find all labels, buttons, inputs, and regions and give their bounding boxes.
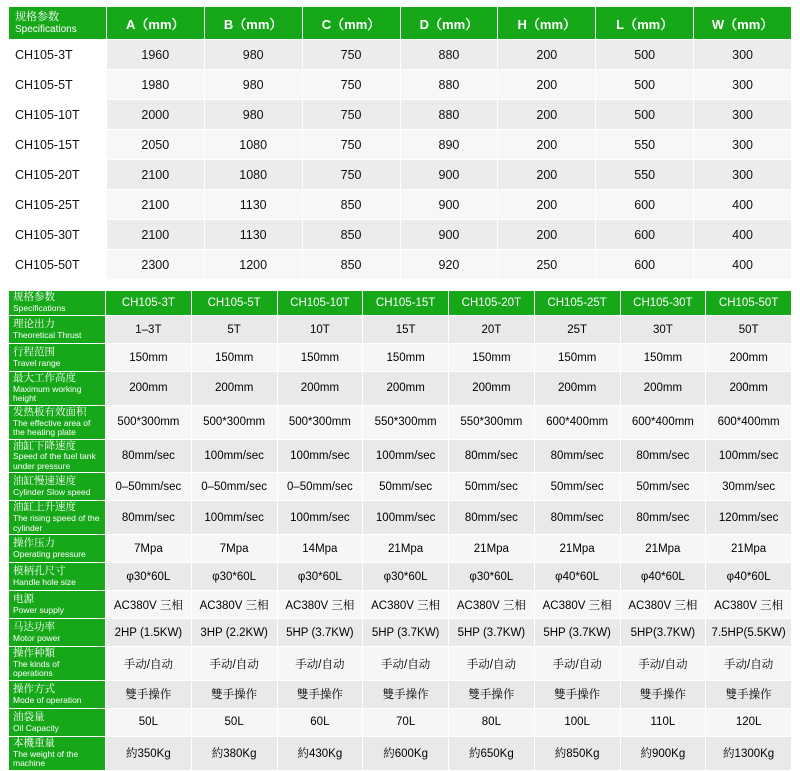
cell-b: 1130 [204,220,302,250]
spec-value: AC380V 三相 [191,591,277,619]
cell-b: 1080 [204,130,302,160]
spec-value: 550*300mm [363,405,449,439]
cell-h: 200 [498,70,596,100]
spec-value: 50T [706,316,792,344]
spec-value: 50mm/sec [449,473,535,501]
cell-l: 600 [596,190,694,220]
spec-value: AC380V 三相 [363,591,449,619]
spec-value: 0–50mm/sec [191,473,277,501]
column-header-b: B（mm） [204,7,302,40]
spec-value: 約350Kg [106,736,192,770]
cell-a: 2000 [106,100,204,130]
cell-w: 300 [694,100,792,130]
spec-value: 100mm/sec [363,439,449,473]
table-row [9,100,792,130]
spec-label-cn: 操作种類 [13,647,55,660]
spec-label-theoretical-thrust [9,316,106,344]
spec-value: 21Mpa [534,535,620,563]
cell-c: 750 [302,40,400,70]
table-row [9,591,792,619]
model-header-7: CH105-30T [620,291,706,316]
spec-value: 7.5HP(5.5KW) [706,619,792,647]
spec-value: 30mm/sec [706,473,792,501]
cell-d: 900 [400,190,498,220]
corner-label-cn: 规格参数 [15,10,59,23]
column-header-w: W（mm） [694,7,792,40]
spec-label-max-working-height [9,372,106,406]
spec-value: AC380V 三相 [449,591,535,619]
spec-value: 150mm [534,344,620,372]
model-header-1: CH105-3T [106,291,192,316]
table-row [9,220,792,250]
spec-value: 10T [277,316,363,344]
spec-value: 200mm [534,372,620,406]
table-row [9,647,792,681]
table-row [9,405,792,439]
spec-value: 200mm [620,372,706,406]
model-header-8: CH105-50T [706,291,792,316]
spec-value: 550*300mm [449,405,535,439]
table-row [9,501,792,535]
cell-b: 980 [204,70,302,100]
table-row [9,250,792,280]
spec-value: 21Mpa [620,535,706,563]
spec-value: 手动/自动 [449,647,535,681]
cell-h: 200 [498,100,596,130]
spec-label-machine-weight [9,736,106,770]
cell-w: 400 [694,220,792,250]
spec-value: 100mm/sec [191,439,277,473]
spec-value: 21Mpa [706,535,792,563]
spec-value: 500*300mm [277,405,363,439]
spec-label-en: Speed of the fuel tank under pressure [13,451,96,471]
spec-label-en: The effective area of the heating plate [13,417,91,438]
spec-label-cn: 模柄孔尺寸 [13,564,66,577]
spec-label-en: Motor power [13,632,61,643]
row-model-label: CH105-10T [9,100,107,130]
dimensions-table-body [9,40,792,280]
spec-value: 150mm [106,344,192,372]
spec-label-cn: 油缸慢速速度 [13,475,76,488]
table-header-row [9,291,792,316]
cell-l: 500 [596,70,694,100]
spec-label-power-supply [9,591,106,619]
spec-value: 20T [449,316,535,344]
spec-value: 50L [191,708,277,736]
spec-value: 150mm [449,344,535,372]
spec-value: 5T [191,316,277,344]
spec-value: 100mm/sec [277,439,363,473]
table-row [9,160,792,190]
spec-value: 30T [620,316,706,344]
row-model-label: CH105-5T [9,70,107,100]
spec-value: 200mm [706,372,792,406]
spec-value: 14Mpa [277,535,363,563]
cell-d: 900 [400,160,498,190]
table-row [9,344,792,372]
table-row [9,680,792,708]
table-row [9,130,792,160]
spec-value: AC380V 三相 [706,591,792,619]
spec-value: 150mm [277,344,363,372]
cell-h: 250 [498,250,596,280]
spec-value: 手动/自动 [277,647,363,681]
spec-value: 3HP (2.2KW) [191,619,277,647]
spec-value: 21Mpa [363,535,449,563]
cell-c: 850 [302,250,400,280]
spec-label-cylinder-rising-speed [9,501,106,535]
cell-c: 850 [302,220,400,250]
spec-label-en: Mode of operation [13,694,82,705]
spec-value: 150mm [363,344,449,372]
spec-value: AC380V 三相 [534,591,620,619]
spec-value: 200mm [706,344,792,372]
spec-label-motor-power [9,619,106,647]
spec-value: 200mm [449,372,535,406]
spec-value: 約380Kg [191,736,277,770]
cell-l: 600 [596,220,694,250]
spec-value: 雙手操作 [277,680,363,708]
corner-label-en: Specifications [15,23,77,35]
spec-label-en: The kinds of operations [13,658,60,679]
column-header-h: H（mm） [498,7,596,40]
spec-value: 100L [534,708,620,736]
spec-value: 雙手操作 [106,680,192,708]
column-header-d: D（mm） [400,7,498,40]
cell-c: 750 [302,70,400,100]
cell-h: 200 [498,220,596,250]
row-model-label: CH105-20T [9,160,107,190]
spec-value: 15T [363,316,449,344]
cell-c: 750 [302,160,400,190]
spec-value: 500*300mm [106,405,192,439]
cell-w: 400 [694,190,792,220]
cell-w: 400 [694,250,792,280]
spec-value: 200mm [277,372,363,406]
corner-label-cn: 规格参数 [13,291,55,304]
spec-value: 手动/自动 [363,647,449,681]
spec-value: 手动/自动 [191,647,277,681]
spec-value: 25T [534,316,620,344]
spec-label-cylinder-slow-speed [9,473,106,501]
spec-value: 120mm/sec [706,501,792,535]
spec-value: 60L [277,708,363,736]
spec-label-cn: 电源 [13,592,34,605]
spec-label-cn: 油缸上升速度 [13,501,76,514]
spec-value: 約850Kg [534,736,620,770]
dimensions-table-head [9,7,792,40]
cell-d: 880 [400,100,498,130]
row-model-label: CH105-25T [9,190,107,220]
spec-label-travel-range [9,344,106,372]
spec-value: 21Mpa [449,535,535,563]
spec-value: 50mm/sec [620,473,706,501]
dimensions-table-corner [9,7,107,40]
spec-value: 200mm [106,372,192,406]
model-header-2: CH105-5T [191,291,277,316]
spec-value: 80mm/sec [449,439,535,473]
spec-value: 雙手操作 [363,680,449,708]
row-model-label: CH105-15T [9,130,107,160]
spec-label-en: Operating pressure [13,548,86,559]
spec-value: 手动/自动 [706,647,792,681]
spec-label-cn: 操作方式 [13,682,55,695]
cell-a: 2100 [106,220,204,250]
spec-value: 0–50mm/sec [277,473,363,501]
spec-value: φ40*60L [706,563,792,591]
spec-value: 120L [706,708,792,736]
spec-label-en: Cylinder Slow speed [13,486,91,497]
spec-label-operating-pressure [9,535,106,563]
spec-label-en: The weight of the machine [13,748,79,769]
spec-value: 80mm/sec [449,501,535,535]
spec-value: φ30*60L [191,563,277,591]
spec-label-cylinder-down-speed [9,439,106,473]
spec-value: φ30*60L [277,563,363,591]
spec-value: 手动/自动 [534,647,620,681]
spec-value: 150mm [191,344,277,372]
row-model-label: CH105-50T [9,250,107,280]
model-header-3: CH105-10T [277,291,363,316]
specifications-table [8,290,792,771]
spec-value: 雙手操作 [534,680,620,708]
table-row [9,372,792,406]
spec-label-en: Handle hole size [13,576,76,587]
model-header-6: CH105-25T [534,291,620,316]
spec-value: 80mm/sec [106,439,192,473]
spec-value: 200mm [363,372,449,406]
spec-label-cn: 行程范围 [13,345,55,358]
spec-label-heating-plate-area [9,405,106,439]
spec-value: 5HP (3.7KW) [363,619,449,647]
spec-value: 600*400mm [620,405,706,439]
spec-label-en: Oil Capacity [13,722,59,733]
cell-b: 1200 [204,250,302,280]
spec-value: 1–3T [106,316,192,344]
spec-value: 50L [106,708,192,736]
cell-a: 2050 [106,130,204,160]
spec-value: 雙手操作 [191,680,277,708]
specifications-table-corner [9,291,106,316]
spec-value: 約900Kg [620,736,706,770]
cell-c: 850 [302,190,400,220]
spec-label-en: Theoretical Thrust [13,329,82,340]
spec-value: 150mm [620,344,706,372]
spec-value: φ30*60L [106,563,192,591]
cell-l: 600 [596,250,694,280]
spec-value: 5HP (3.7KW) [277,619,363,647]
cell-d: 880 [400,70,498,100]
spec-value: 200mm [191,372,277,406]
spec-value: 約650Kg [449,736,535,770]
cell-d: 880 [400,40,498,70]
spec-value: 80mm/sec [106,501,192,535]
cell-c: 750 [302,130,400,160]
spec-value: 80L [449,708,535,736]
table-row [9,316,792,344]
spec-value: φ40*60L [620,563,706,591]
spec-label-mode-of-operation [9,680,106,708]
spec-value: 600*400mm [534,405,620,439]
spec-value: 雙手操作 [620,680,706,708]
cell-b: 980 [204,40,302,70]
model-header-4: CH105-15T [363,291,449,316]
spec-label-handle-hole-size [9,563,106,591]
spec-value: 7Mpa [191,535,277,563]
table-row [9,736,792,770]
spec-value: 500*300mm [191,405,277,439]
cell-b: 1080 [204,160,302,190]
table-row [9,40,792,70]
spec-value: 80mm/sec [534,501,620,535]
spec-value: 100mm/sec [706,439,792,473]
spec-value: 雙手操作 [706,680,792,708]
spec-label-en: Travel range [13,357,61,368]
spec-value: AC380V 三相 [620,591,706,619]
spec-value: 600*400mm [706,405,792,439]
spec-value: 手动/自动 [620,647,706,681]
cell-l: 550 [596,130,694,160]
cell-a: 2100 [106,190,204,220]
table-row [9,473,792,501]
spec-value: 0–50mm/sec [106,473,192,501]
spec-value: 約600Kg [363,736,449,770]
cell-a: 1960 [106,40,204,70]
table-row [9,563,792,591]
spec-value: 80mm/sec [534,439,620,473]
cell-w: 300 [694,70,792,100]
spec-value: 2HP (1.5KW) [106,619,192,647]
model-header-5: CH105-20T [449,291,535,316]
spec-label-cn: 油袋量 [13,710,45,723]
spec-value: 100mm/sec [277,501,363,535]
spec-value: φ30*60L [449,563,535,591]
cell-h: 200 [498,130,596,160]
column-header-l: L（mm） [596,7,694,40]
spec-value: 雙手操作 [449,680,535,708]
spec-label-cn: 理论出力 [13,317,55,330]
spec-value: 50mm/sec [534,473,620,501]
spec-value: AC380V 三相 [277,591,363,619]
cell-w: 300 [694,160,792,190]
spec-label-cn: 发热板有效面积 [13,405,87,418]
cell-c: 750 [302,100,400,130]
spec-value: 5HP (3.7KW) [534,619,620,647]
spec-value: 約1300Kg [706,736,792,770]
table-row [9,439,792,473]
spec-value: 50mm/sec [363,473,449,501]
cell-b: 1130 [204,190,302,220]
cell-a: 1980 [106,70,204,100]
spec-value: 約430Kg [277,736,363,770]
spec-label-oil-capacity [9,708,106,736]
spec-value: 80mm/sec [620,501,706,535]
spec-label-en: Maximum working height [13,383,82,404]
corner-label-en: Specifications [13,303,66,314]
cell-h: 200 [498,190,596,220]
dimensions-table [8,6,792,280]
specifications-table-head [9,291,792,316]
spec-sheet-page [0,6,800,769]
row-model-label: CH105-30T [9,220,107,250]
spec-label-en: Power supply [13,604,65,615]
cell-d: 900 [400,220,498,250]
cell-a: 2300 [106,250,204,280]
spec-value: 7Mpa [106,535,192,563]
spec-value: 100mm/sec [363,501,449,535]
column-header-a: A（mm） [106,7,204,40]
table-header-row [9,7,792,40]
spec-label-kinds-of-operations [9,647,106,681]
spec-label-en: The rising speed of the cylinder [13,513,100,533]
cell-h: 200 [498,160,596,190]
spec-label-cn: 马达功率 [13,620,55,633]
table-row [9,708,792,736]
cell-a: 2100 [106,160,204,190]
spec-label-cn: 油缸下降速度 [13,439,76,452]
spec-value: 80mm/sec [620,439,706,473]
spec-value: 110L [620,708,706,736]
row-model-label: CH105-3T [9,40,107,70]
cell-b: 980 [204,100,302,130]
spec-value: 5HP(3.7KW) [620,619,706,647]
spec-value: AC380V 三相 [106,591,192,619]
spec-value: φ40*60L [534,563,620,591]
spec-label-cn: 最大工作高度 [13,372,76,384]
cell-h: 200 [498,40,596,70]
cell-w: 300 [694,40,792,70]
table-row [9,619,792,647]
column-header-c: C（mm） [302,7,400,40]
table-row [9,535,792,563]
spec-value: 手动/自动 [106,647,192,681]
table-row [9,190,792,220]
spec-value: 100mm/sec [191,501,277,535]
spec-label-cn: 操作压力 [13,536,55,549]
cell-d: 890 [400,130,498,160]
spec-label-cn: 本機重量 [13,736,55,749]
cell-w: 300 [694,130,792,160]
specifications-table-body [9,316,792,771]
spec-value: 70L [363,708,449,736]
table-row [9,70,792,100]
spec-value: φ30*60L [363,563,449,591]
cell-l: 550 [596,160,694,190]
cell-l: 500 [596,40,694,70]
spec-value: 5HP (3.7KW) [449,619,535,647]
cell-d: 920 [400,250,498,280]
cell-l: 500 [596,100,694,130]
